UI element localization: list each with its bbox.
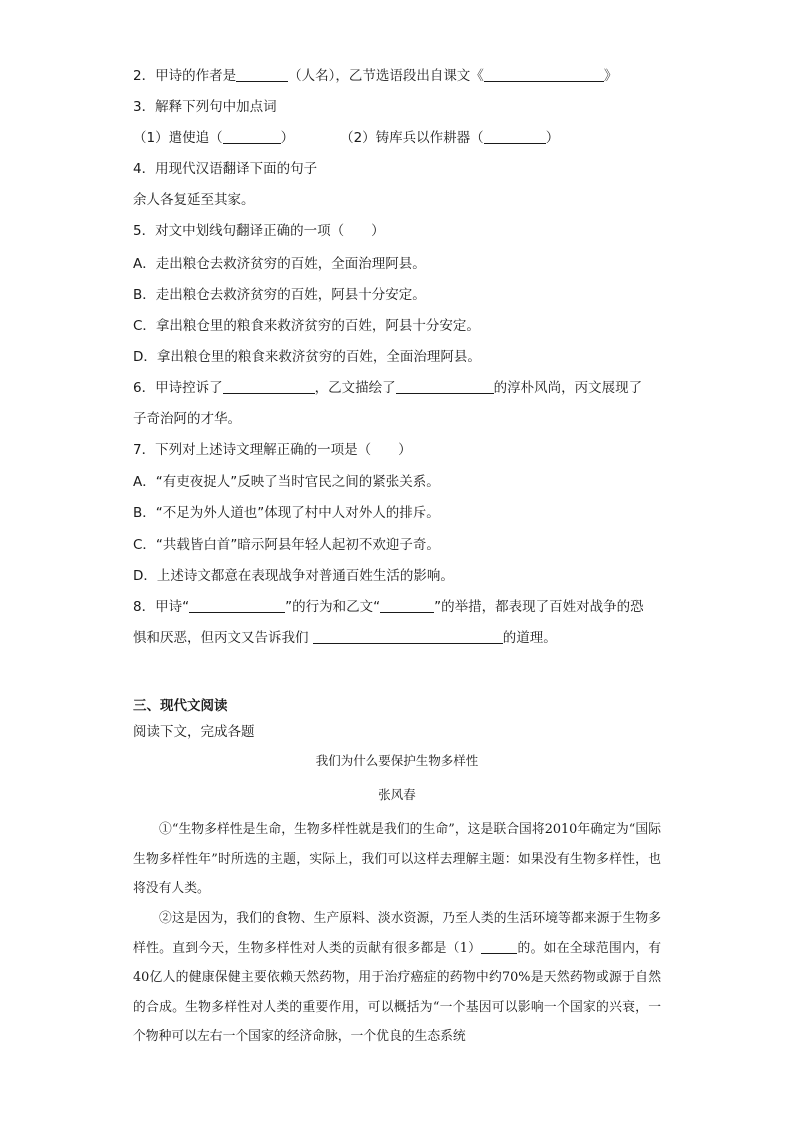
q3-item2-text: （2）铸库兵以作耕器（ [340,130,484,146]
q2-text-c: 》 [603,68,618,84]
q5-option-a[interactable]: A．走出粮仓去救济贫穷的百姓，全面治理阿县。 [133,256,426,272]
question-6-line2: 子奇治阿的才华。 [133,411,241,427]
question-8 [133,597,644,617]
q6-text-b: ，乙文描绘了 [314,380,396,396]
q7-option-b[interactable]: B．“不足为外人道也”体现了村中人对外人的排斥。 [133,505,440,521]
answer-blank[interactable] [313,628,503,644]
answer-blank[interactable] [396,378,494,394]
question-5-heading: 5．对文中划线句翻译正确的一项（ ） [133,223,385,239]
q8-text-b: ”的行为和乙文“ [285,599,381,615]
q5-option-b[interactable]: B．走出粮仓去救济贫穷的百姓，阿县十分安定。 [133,287,426,303]
answer-blank[interactable] [223,378,315,394]
section-title: 三、现代文阅读 [133,698,228,714]
question-4-sentence: 余人各复延至其家。 [133,192,255,208]
section-instruction: 阅读下文，完成各题 [133,724,255,740]
q2-text-a: 2．甲诗的作者是 [133,68,237,84]
q8-text-d: 惧和厌恶，但丙文又告诉我们 [133,630,313,646]
question-2 [133,66,617,86]
q5-option-c[interactable]: C．拿出粮仓里的粮食来救济贫穷的百姓，阿县十分安定。 [133,318,480,334]
article-title: 我们为什么要保护生物多样性 [315,753,479,768]
q6-text-c: 的淳朴风尚，丙文展现了 [493,380,643,396]
answer-blank[interactable] [481,939,517,954]
q7-option-d[interactable]: D．上述诗文都意在表现战争对普通百姓生活的影响。 [133,568,454,584]
q8-text-c: ”的举措，都表现了百姓对战争的恐 [434,599,644,615]
article-paragraph-1: ①“生物多样性是生命，生物多样性就是我们的生命”，这是联合国将2010年确定为“国际生物多样性年”时所选的主题，实际上，我们可以这样去理解主题：如果没有生物多样性，也将没有人类。 [133,822,661,896]
answer-blank[interactable] [223,128,281,144]
q3-item1-text: （1）遣使追（ [133,130,223,146]
article-author: 张风春 [378,787,416,802]
article-paragraph-2 [133,904,661,1052]
q3-item1-close: ） [280,130,295,146]
question-4-heading: 4．用现代汉语翻译下面的句子 [133,161,318,177]
q5-option-d[interactable]: D．拿出粮仓里的粮食来救济贫穷的百姓，全面治理阿县。 [133,349,481,365]
q8-text-e: 的道理。 [502,630,557,646]
question-7-heading: 7．下列对上述诗文理解正确的一项是（ ） [133,442,412,458]
q7-option-a[interactable]: A．“有吏夜捉人”反映了当时官民之间的紧张关系。 [133,474,440,490]
question-3-items [133,128,559,148]
q6-text-a: 6．甲诗控诉了 [133,380,223,396]
q2-text-b: （人名），乙节选语段出自课文《 [288,68,484,84]
answer-blank[interactable] [484,128,546,144]
q7-option-c[interactable]: C．“共载皆白首”暗示阿县年轻人起初不欢迎子奇。 [133,537,440,553]
p2-text-a: ②这是因为，我们的食物、生产原料、淡水资源，乃至人类的生活环境等都来源于生物多样性。直到今天，生物多样性对人类的贡献有很多都是（1） [133,911,661,956]
question-8-line2 [133,628,557,648]
p2-text-b: 的。如在全球范围内，有40亿人的健康保健主要依赖天然药物，用于治疗癌症的药物中约70%是天然药物或源于自然的合成。生物多样性对人类的重要作用，可以概括为“一个基因可以影响一个国家的兴衰，一个物种可以左右一个国家的经济命脉，一个优良的生态系统 [133,940,661,1044]
answer-blank[interactable] [236,66,288,82]
answer-blank[interactable] [380,597,434,613]
question-3-heading: 3．解释下列句中加点词 [133,99,277,115]
q3-item2-close: ） [545,130,560,146]
question-6 [133,378,642,398]
q8-text-a: 8．甲诗“ [133,599,190,615]
answer-blank[interactable] [484,66,604,82]
answer-blank[interactable] [189,597,285,613]
